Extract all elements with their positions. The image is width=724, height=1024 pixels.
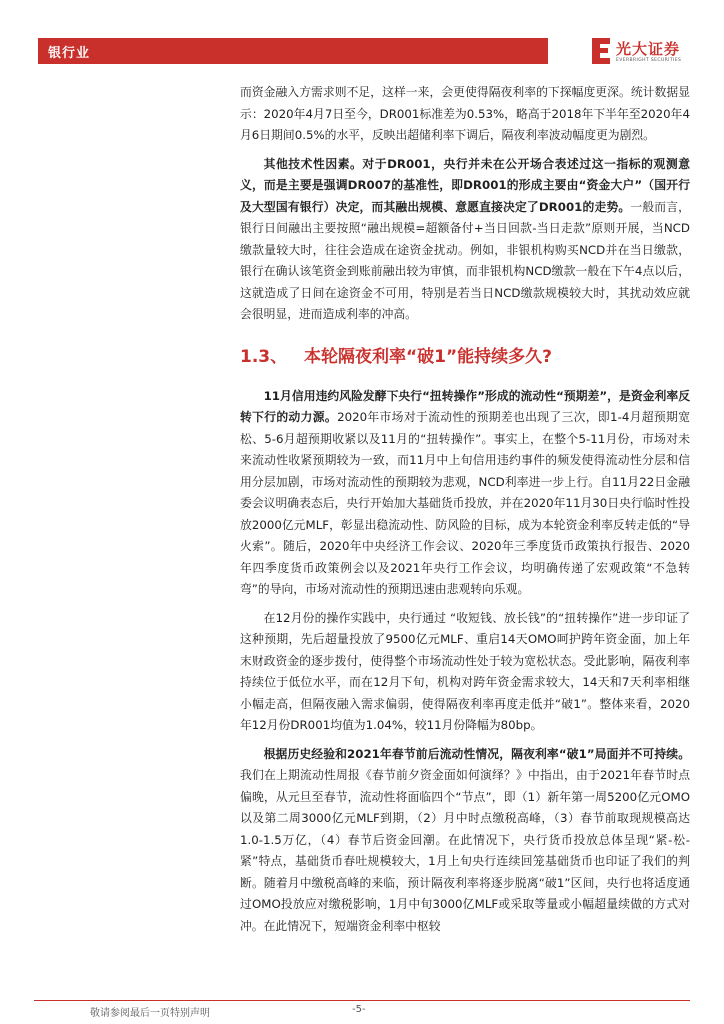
page-number: -5- — [352, 1004, 366, 1015]
paragraph-2 — [240, 154, 690, 326]
paragraph-1: 而资金融入方需求则不足，这样一来，会更使得隔夜利率的下探幅度更深。统计数据显示：2020年4月7日至今，DR001标准差为0.53%，略高于2018年下半年至2020年4月6日期间0.5%的水平，反映出超储利率下调后，隔夜利率波动幅度更为剧烈。 — [240, 85, 690, 142]
industry-tab-label: 银行业 — [48, 46, 91, 61]
paragraph-3 — [240, 386, 690, 601]
footer-divider — [34, 1000, 690, 1001]
paragraph-5-body: 我们在上期流动性周报《春节前夕资金面如何演绎？》中指出，由于2021年春节时点偏晚，从元旦至春节，流动性将面临四个“节点”，即（1）新年第一周5200亿元OMO以及第二周3000亿元MLF到期，（2）月中时点缴税高峰，（3）春节前取现规模高达1.0-1.5万亿，（4）春节后资金回潮。在此情况下，央行货币投放总体呈现“紧-松-紧”特点，基础货币春吐规模较大，1月上旬央行连续回笼基础货币也印证了我们的判断。随着月中缴税高峰的来临，预计隔夜利率将逐步脱离“破1”区间，央行也将适度通过OMO投放应对缴税影响，1月中旬3000亿MLF或采取等量或小幅超量续做的方式对冲。在此情况下，短端资金利率中枢较 — [240, 768, 690, 933]
paragraph-2-lead: 其他技术性因素。对于DR001，央行并未在公开场合表述过这一指标的观测意义，而是主要是强调DR007的基准性，即DR001的形成主要由“资金大户”（国开行及大型国有银行）决定，而其融出规模、意愿直接决定了DR001的走势。 — [240, 156, 690, 214]
section-heading — [240, 338, 690, 376]
main-content — [240, 82, 690, 944]
section-title: 本轮隔夜利率“破1”能持续多久? — [304, 346, 553, 367]
industry-tab-bar — [38, 38, 548, 64]
paragraph-5-lead: 根据历史经验和2021年春节前后流动性情况，隔夜利率“破1”局面并不可持续。 — [263, 746, 690, 761]
paragraph-3-body: 2020年市场对于流动性的预期差也出现了三次，即1-4月超预期宽松、5-6月超预期收紧以及11月的“扭转操作”。事实上，在整个5-11月份，市场对未来流动性收紧预期较为一致，而11月中上旬信用违约事件的频发使得流动性分层和信用分层加剧，市场对流动性的预期较为悲观，NCD利率进一步上行。自11月22日金融委会议明确表态后，央行开始加大基础货币投放，并在2020年11月30日央行临时性投放2000亿元MLF，彰显出稳流动性、防风险的目标，成为本轮资金利率反转走低的“导火索”。随后，2020年中央经济工作会议、2020年三季度货币政策执行报告、2020年四季度货币政策例会以及2021年央行工作会议，均明确传递了宏观政策“不急转弯”的导向，市场对流动性的预期迅速由悲观转向乐观。 — [240, 410, 690, 596]
page-header — [0, 0, 724, 80]
paragraph-2-body: 一般而言，银行日间融出主要按照“融出规模=超额备付+当日回款-当日走款”原则开展，当NCD缴款量较大时，往往会造成在途资金扰动。例如，非银机构购买NCD并在当日缴款，银行在确认该笔资金到账前融出较为审慎，而非银机构NCD缴款一般在下午4点以后，这就造成了日间在途资金不可用，特别是若当日NCD缴款规模较大时，其扰动效应就会很明显，进而造成利率的冲高。 — [240, 199, 690, 321]
logo-mark-icon — [590, 36, 612, 66]
company-logo — [590, 36, 700, 70]
paragraph-4: 在12月份的操作实践中，央行通过 “收短钱、放长钱”的“扭转操作”进一步印证了这种预期，先后超量投放了9500亿元MLF、重启14天OMO呵护跨年资金面，加上年末财政资金的逐步拨付，使得整个市场流动性处于较为宽松状态。受此影响，隔夜利率持续位于低位水平，而在12月下旬，机构对跨年资金需求较大，14天和7天利率相继小幅走高，但隔夜融入需求偏弱，使得隔夜利率再度走低并“破1”。整体来看，2020年12月份DR001均值为1.04%，较11月份降幅为80bp。 — [240, 610, 690, 732]
footer-disclaimer: 敬请参阅最后一页特别声明 — [90, 1008, 210, 1019]
paragraph-3-lead: 11月信用违约风险发酵下央行“扭转操作”形成的流动性“预期差”，是资金利率反转下行的动力源。 — [240, 388, 690, 424]
logo-subtitle: EVERBRIGHT SECURITIES — [616, 58, 682, 63]
paragraph-5 — [240, 744, 690, 938]
logo-name: 光大证券 — [616, 40, 681, 58]
section-number: 1.3、 — [240, 346, 288, 367]
